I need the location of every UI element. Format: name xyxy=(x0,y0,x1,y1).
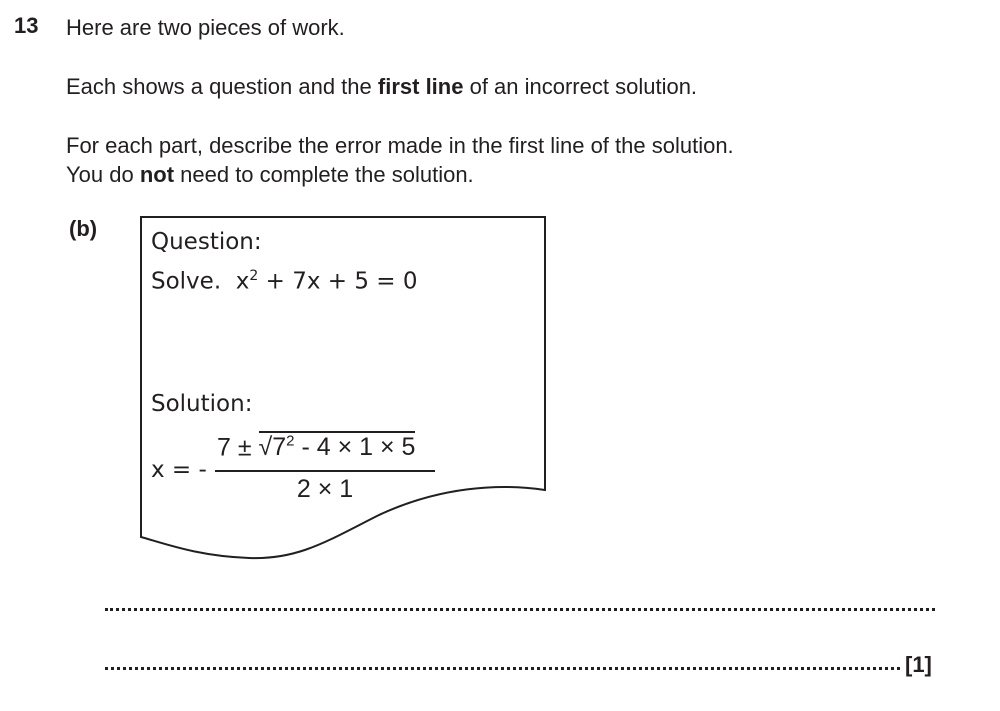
solution-denominator: 2 × 1 xyxy=(296,475,354,503)
question-number: 13 xyxy=(14,13,39,38)
answer-line-2[interactable] xyxy=(105,667,900,670)
solution-lhs: x = - xyxy=(151,457,207,483)
square-root: $√7^2 - 4 \times 1 \times 5$ xyxy=(258,433,416,462)
question-intro: Here are two pieces of work. xyxy=(66,15,345,40)
part-label: (b) xyxy=(69,216,98,241)
fraction-bar xyxy=(215,470,435,472)
answer-line-1[interactable] xyxy=(105,608,935,611)
question-instruction-3: You do not need to complete the solution. xyxy=(66,162,474,187)
solution-heading: Solution: xyxy=(151,391,253,417)
question-instruction-1: Each shows a question and the first line of an incorrect solution. xyxy=(66,74,698,99)
work-sheet-box xyxy=(139,215,549,565)
question-heading: Question: xyxy=(151,229,262,255)
question-equation: Solve. $x^2 + 7x + 5 = 0$ xyxy=(151,268,418,295)
marks-label: [1] xyxy=(905,652,932,677)
solution-numerator: $7 \pm √7^2 - 4 \times 1 \times 5$ xyxy=(217,433,416,462)
question-instruction-2: For each part, describe the error made in the first line of the solution. xyxy=(66,133,734,158)
